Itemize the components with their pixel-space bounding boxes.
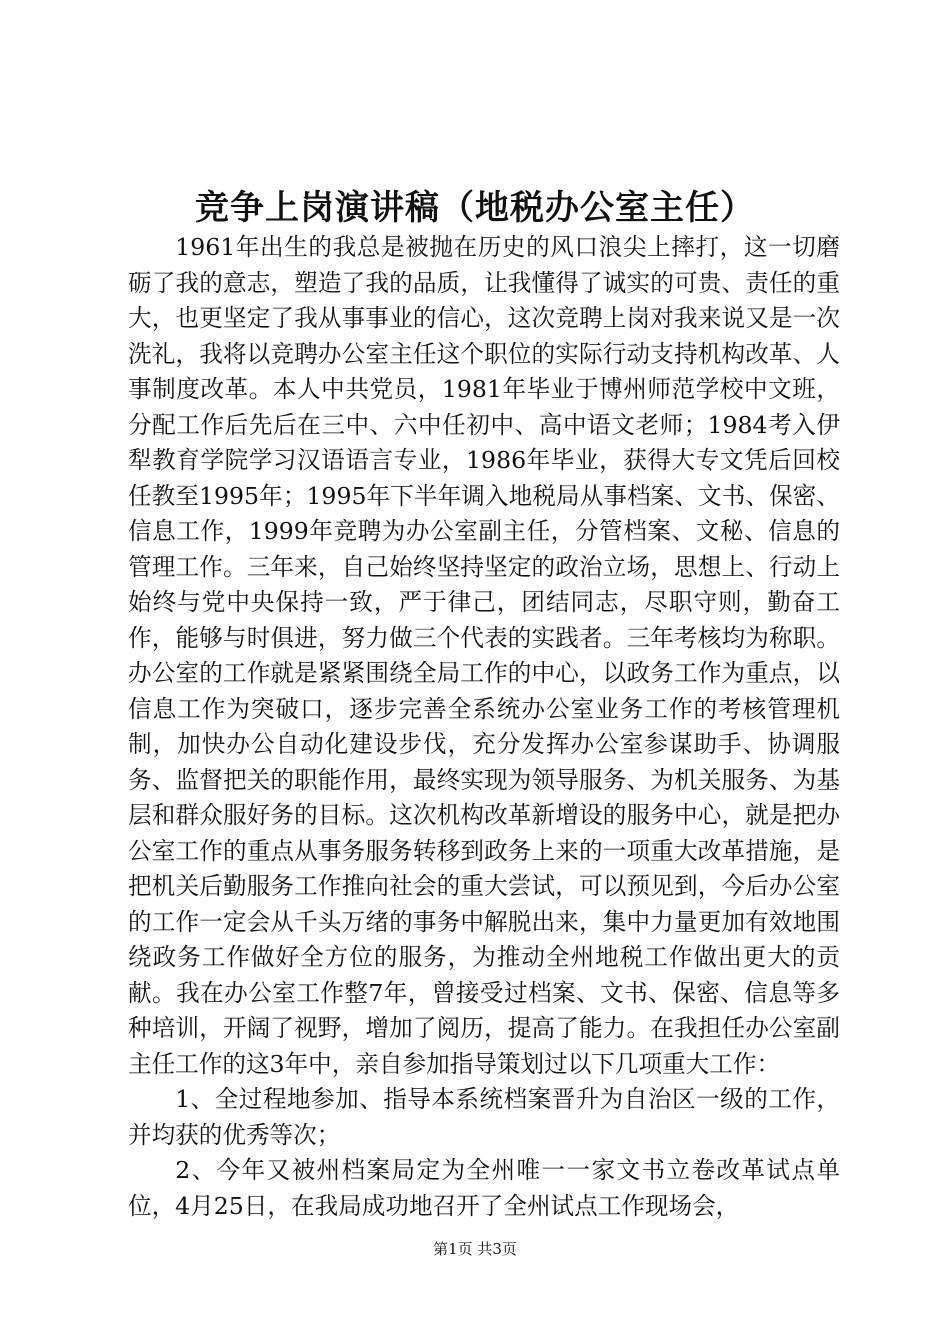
document-body bbox=[128, 230, 840, 1224]
paragraph-item-1: 1、全过程地参加、指导本系统档案晋升为自治区一级的工作，并均获的优秀等次； bbox=[128, 1085, 840, 1149]
document-title: 竞争上岗演讲稿（地税办公室主任） bbox=[195, 188, 755, 228]
page-indicator: 第1页 共3页 bbox=[433, 1240, 517, 1258]
page-footer bbox=[0, 1238, 950, 1260]
paragraph-item-2: 2、今年又被州档案局定为全州唯一一家文书立卷改革试点单位，4月25日，在我局成功地召开了全州试点工作现场会， bbox=[128, 1156, 840, 1220]
paragraph-intro: 1961年出生的我总是被抛在历史的风口浪尖上摔打，这一切磨砺了我的意志，塑造了我的品质，让我懂得了诚实的可贵、责任的重大，也更坚定了我从事事业的信心，这次竞聘上岗对我来说又是一次洗礼，我将以竞聘办公室主任这个职位的实际行动支持机构改革、人事制度改革。本人中共党员，1981年毕业于博州师范学校中文班，分配工作后先后在三中、六中任初中、高中语文老师；1984考入伊犁教育学院学习汉语语言专业，1986年毕业，获得大专文凭后回校任教至1995年；1995年下半年调入地税局从事档案、文书、保密、信息工作，1999年竞聘为办公室副主任，分管档案、文秘、信息的管理工作。三年来，自己始终坚持坚定的政治立场，思想上、行动上始终与党中央保持一致，严于律己，团结同志，尽职守则，勤奋工作，能够与时俱进，努力做三个代表的实践者。三年考核均为称职。办公室的工作就是紧紧围绕全局工作的中心，以政务工作为重点，以信息工作为突破口，逐步完善全系统办公室业务工作的考核管理机制，加快办公自动化建设步伐，充分发挥办公室参谋助手、协调服务、监督把关的职能作用，最终实现为领导服务、为机关服务、为基层和群众服好务的目标。这次机构改革新增设的服务中心，就是把办公室工作的重点从事务服务转移到政务上来的一项重大改革措施，是把机关后勤服务工作推向社会的重大尝试，可以预见到，今后办公室的工作一定会从千头万绪的事务中解脱出来，集中力量更加有效地围绕政务工作做好全方位的服务，为推动全州地税工作做出更大的贡献。我在办公室工作整7年，曾接受过档案、文书、保密、信息等多种培训，开阔了视野，增加了阅历，提高了能力。在我担任办公室副主任工作的这3年中，亲自参加指导策划过以下几项重大工作： bbox=[128, 233, 840, 1078]
